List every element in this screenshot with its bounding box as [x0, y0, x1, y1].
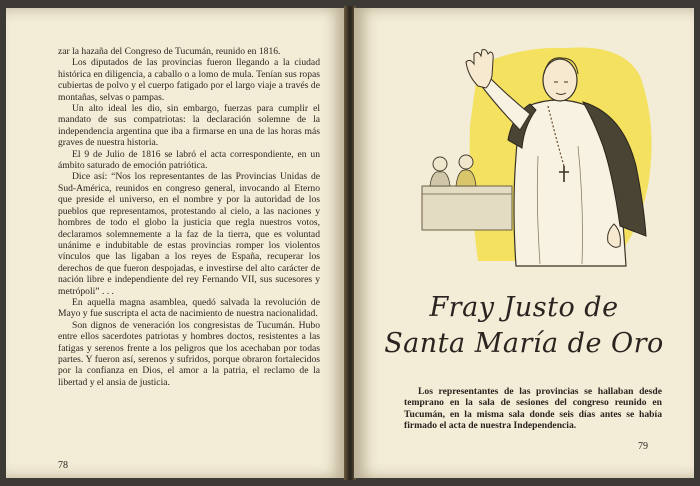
paragraph: En aquella magna asamblea, quedó salvada la revolución de Mayo y fue suscripta el acta de nacimiento de nuestra nacionalidad. — [58, 296, 320, 320]
page-number-left: 78 — [58, 460, 68, 471]
seated-figure-2 — [459, 155, 473, 169]
raised-hand — [466, 50, 493, 89]
paragraph: Los diputados de las provincias fueron llegando a la ciudad histórica en diligencia, a caballo o a lomo de mula. Tenían sus ropas cubiertas de polvo y el cuerpo fatigado por el largo viaje a través de montañas, selvas o pampas. — [58, 57, 320, 103]
paragraph: Dice así: “Nos los representantes de las Provincias Unidas de Sud-América, reunidos en congreso general, invocando al Eterno que preside el universo, en el nombre y por la autoridad de los pueblos que representamos, protestando al cielo, a las naciones y hombres de todo el globo la justicia que regla nuestros votos, declaramos solemnemente a la faz de la tierra, que es voluntad unánime e indubitable de estas provincias romper los violentos vínculos que las ligaban a los reyes de España, recuperar los derechos de que fueron despojadas, e investirse del alto carácter de nación libre e independiente del rey Fernando VII, sus sucesores y metrópoli” . . . — [58, 171, 320, 297]
paragraph: Son dignos de veneración los congresistas de Tucumán. Hubo entre ellos sacerdotes patriotas y hombres doctos, resistentes a las fatigas y serenos frente a los peligros que los acechaban por todas partes. Y fueron así, serenos y sufridos, porque obraron fortalecidos por la confianza en Dios, el amor a la patria, el reclamo de la libertad y el ansia de justicia. — [58, 319, 320, 388]
paragraph: Los representantes de las provincias se hallaban desde temprano en la sala de sesiones del congreso reunido en Tucumán, en la misma sala donde seis días antes se había firmado el acta de nuestra Independencia. — [404, 386, 662, 432]
chapter-intro — [404, 386, 662, 432]
left-page — [6, 8, 346, 478]
chapter-title-line2: Santa María de Oro — [384, 328, 664, 359]
seated-figure-1 — [433, 157, 447, 171]
paragraph: El 9 de Julio de 1816 se labró el acta correspondiente, en un ámbito saturado de emoción patriótica. — [58, 148, 320, 172]
left-page-text — [58, 46, 320, 388]
paragraph: zar la hazaña del Congreso de Tucumán, reunido en 1816. — [58, 46, 281, 57]
congress-table — [422, 186, 512, 230]
paragraph: Un alto ideal les dio, sin embargo, fuerzas para cumplir el mandato de sus compatriotas: la declaración solemne de la independencia argentina que iba a firmarse en una de las horas más graves de nuestra historia. — [58, 103, 320, 149]
page-number-right: 79 — [638, 441, 648, 452]
illustration-friar — [408, 36, 678, 276]
chapter-title-line1: Fray Justo de — [429, 292, 619, 323]
right-page — [354, 8, 694, 478]
